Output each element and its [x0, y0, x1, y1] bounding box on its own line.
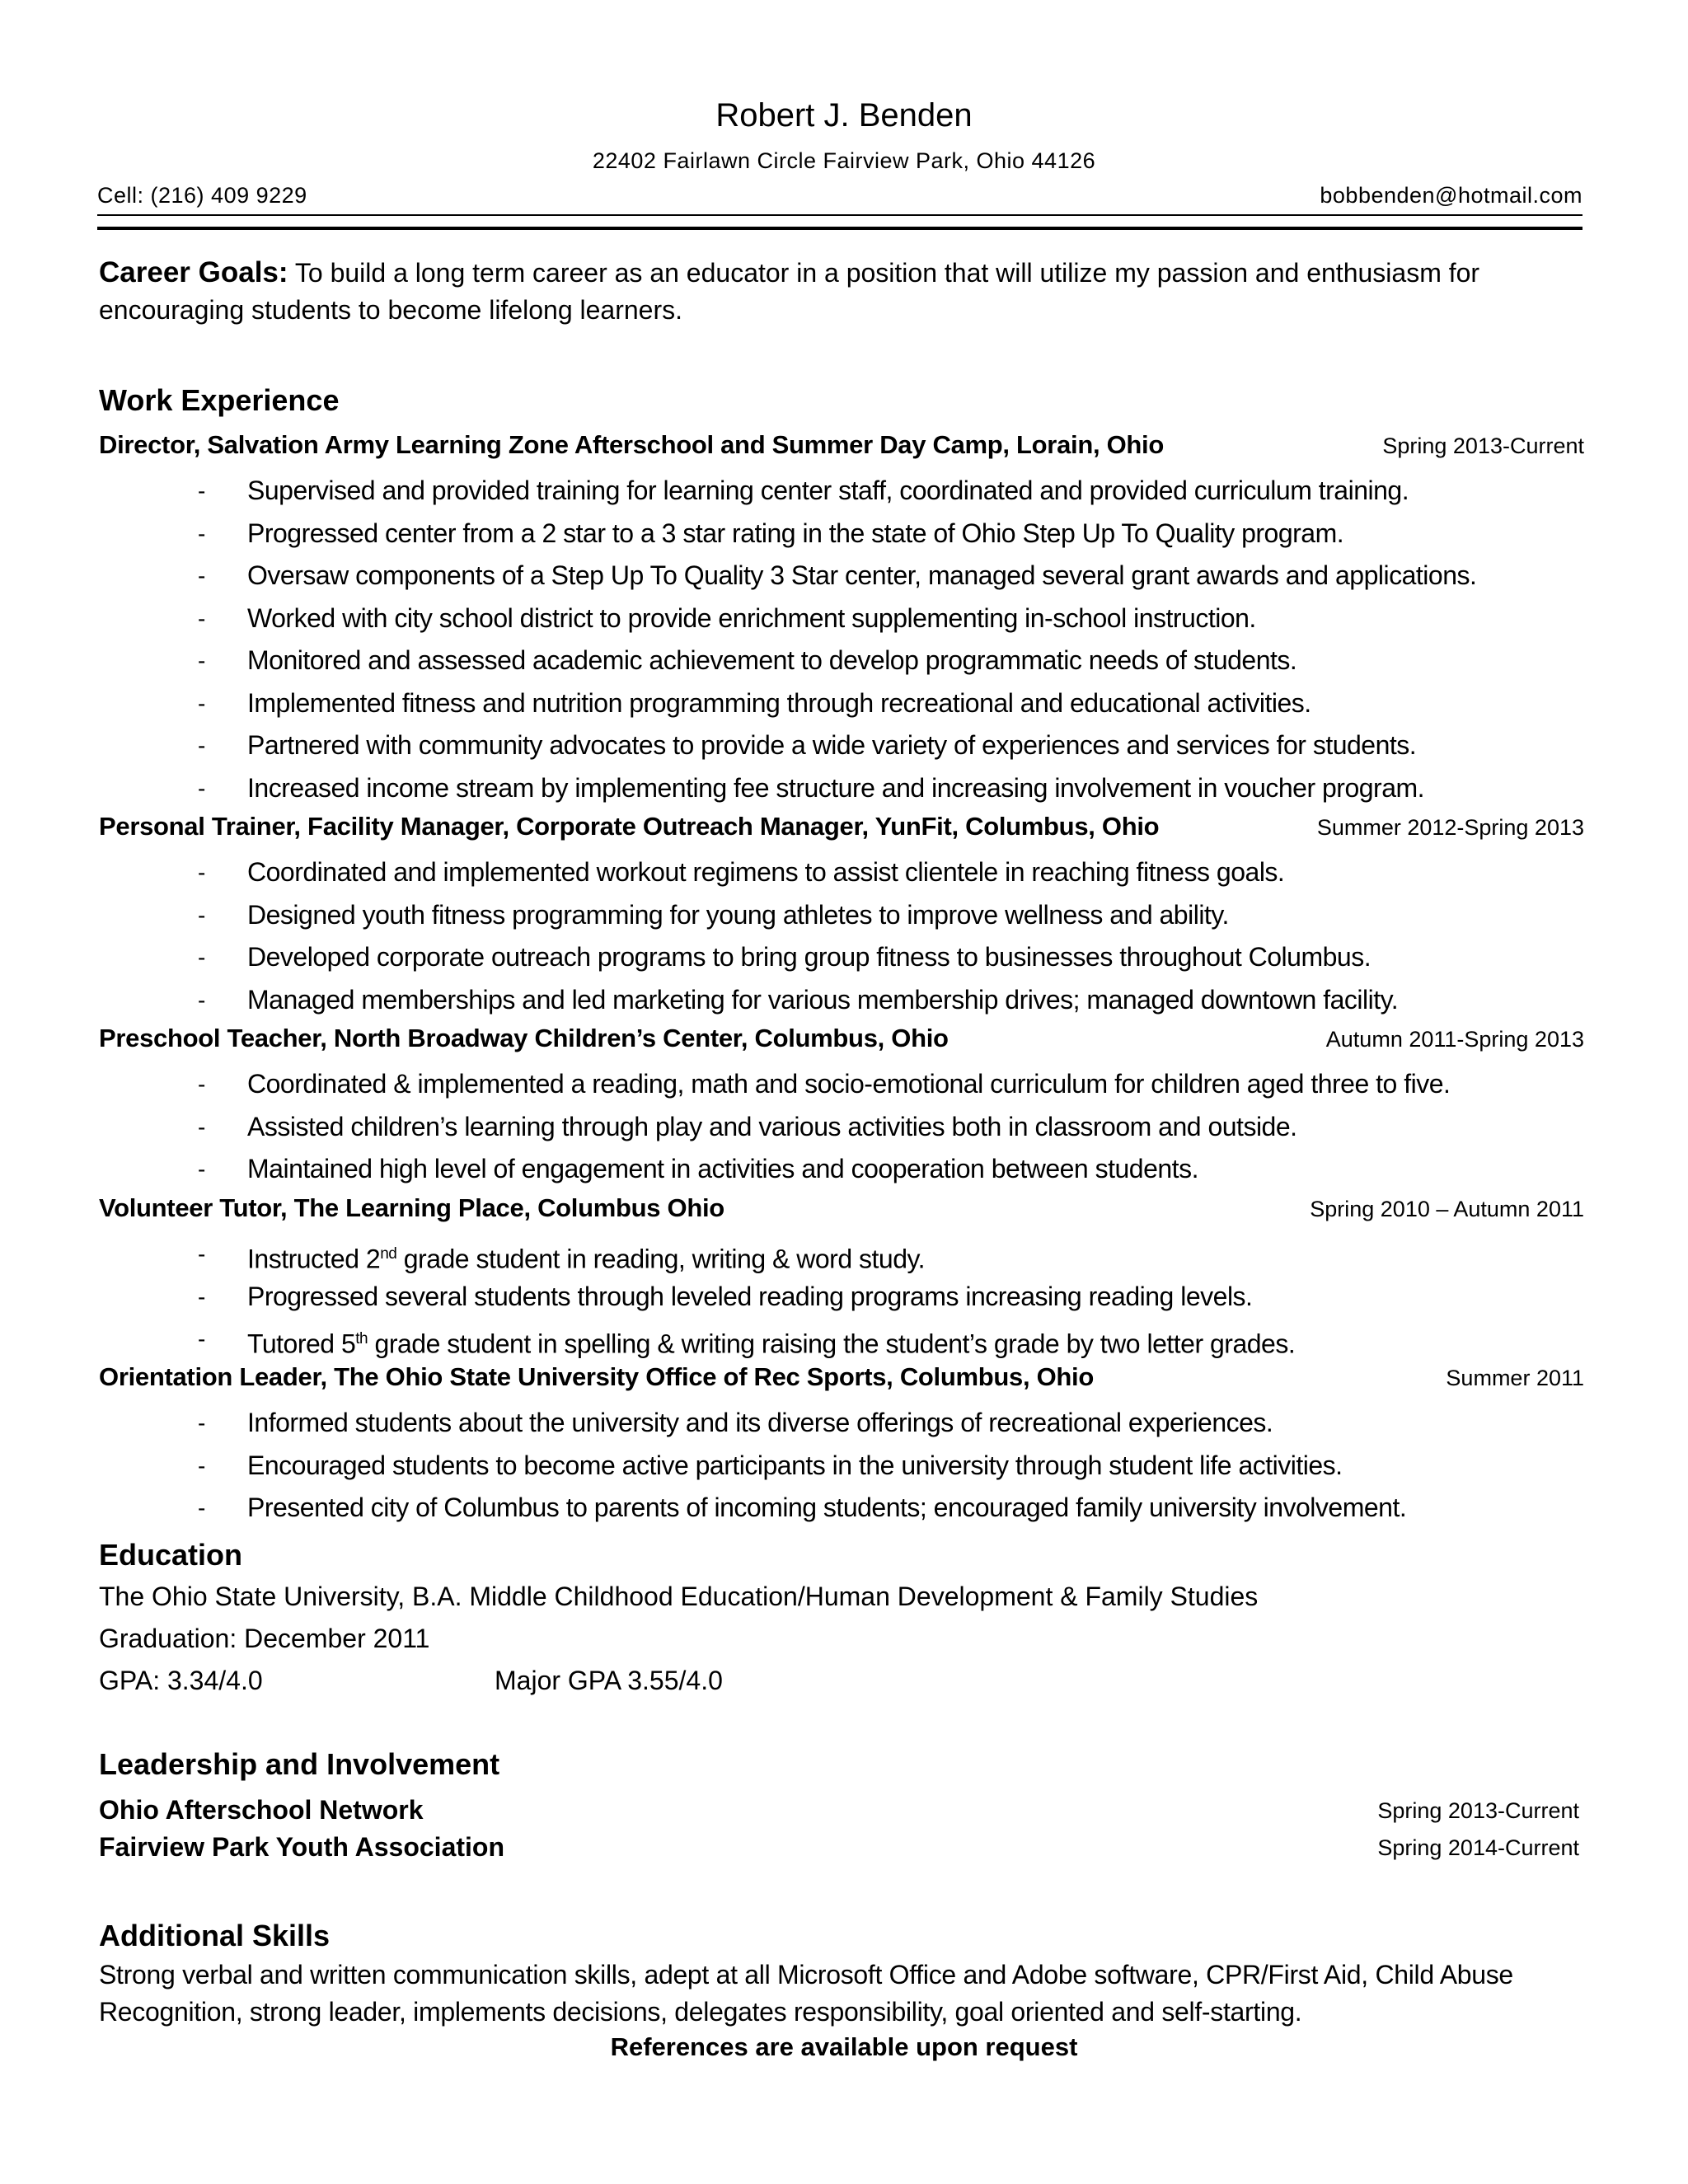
- job-entry-preschool-teacher: [99, 1024, 1584, 1191]
- skills-text: Strong verbal and written communication skills, adept at all Microsoft Office and Adobe software, CPR/First Aid, Child Abuse Recognition, strong leader, implements decisions, delegates responsibility, goal oriented and self-starting.: [99, 1960, 1513, 2027]
- bullet-dash: -: [198, 987, 205, 1013]
- bullet-dash: -: [198, 902, 205, 928]
- bullet-dash: -: [198, 1241, 205, 1267]
- list-item: [99, 767, 1584, 810]
- gpa-row: [99, 1660, 1500, 1702]
- job-title: Preschool Teacher, North Broadway Children’s Center, Columbus, Ohio: [99, 1024, 949, 1052]
- job-title: Director, Salvation Army Learning Zone Afterschool and Summer Day Camp, Lorain, Ohio: [99, 430, 1164, 459]
- list-item: [99, 555, 1584, 598]
- job-title: Orientation Leader, The Ohio State University Office of Rec Sports, Columbus, Ohio: [99, 1362, 1094, 1391]
- email: bobbenden@hotmail.com: [1320, 183, 1582, 208]
- job-dates: Spring 2010 – Autumn 2011: [1310, 1197, 1584, 1221]
- bullet-dash: -: [198, 1071, 205, 1097]
- job-dates: Autumn 2011-Spring 2013: [1325, 1027, 1584, 1052]
- bullet-dash: -: [198, 860, 205, 885]
- ordinal-suffix: th: [355, 1330, 368, 1347]
- bullet-dash: -: [198, 605, 205, 631]
- bullet-text: Coordinated & implemented a reading, math and socio-emotional curriculum for children aged three to five.: [247, 1069, 1451, 1099]
- list-item: [99, 640, 1584, 682]
- career-goals: [99, 254, 1591, 329]
- job-bullets: [99, 1233, 1584, 1361]
- list-item: [99, 1106, 1584, 1149]
- bullet-text-before: Instructed 2: [247, 1244, 381, 1274]
- job-title: Personal Trainer, Facility Manager, Corporate Outreach Manager, YunFit, Columbus, Ohio: [99, 812, 1160, 841]
- bullet-text: Maintained high level of engagement in activities and cooperation between students.: [247, 1154, 1198, 1183]
- bullet-text: Informed students about the university and its diverse offerings of recreational experiences.: [247, 1408, 1273, 1437]
- bullet-text: Designed youth fitness programming for young athletes to improve wellness and ability.: [247, 899, 1229, 930]
- bullet-dash: -: [198, 1410, 205, 1436]
- list-item: [99, 682, 1584, 725]
- bullet-dash: -: [198, 648, 205, 673]
- list-item: [99, 979, 1584, 1022]
- list-item: [99, 894, 1584, 937]
- header-divider-thick: [97, 227, 1582, 230]
- job-entry-volunteer-tutor: [99, 1193, 1584, 1361]
- bullet-text-after: grade student in spelling & writing raising the student’s grade by two letter grades.: [368, 1329, 1296, 1359]
- job-bullets: [99, 851, 1584, 1021]
- bullet-text-before: Tutored 5: [247, 1329, 356, 1359]
- list-item: [99, 1063, 1584, 1106]
- contact-row: [97, 183, 1582, 213]
- bullet-dash: -: [198, 1495, 205, 1521]
- job-entry-director: [99, 430, 1584, 809]
- leadership-dates: Spring 2013-Current: [1377, 1798, 1579, 1823]
- bullet-dash: -: [198, 944, 205, 970]
- education-section: [99, 1576, 1500, 1702]
- address: 22402 Fairlawn Circle Fairview Park, Ohio 44126: [592, 148, 1096, 173]
- bullet-dash: -: [198, 478, 205, 504]
- education-heading: Education: [99, 1538, 243, 1572]
- job-entry-orientation-leader: [99, 1362, 1584, 1530]
- job-bullets: [99, 470, 1584, 809]
- bullet-dash: -: [198, 563, 205, 588]
- education-graduation: Graduation: December 2011: [99, 1624, 430, 1653]
- bullet-text: Worked with city school district to provide enrichment supplementing in-school instruction.: [247, 602, 1256, 633]
- header-divider-thin: [97, 214, 1582, 216]
- leadership-org: Ohio Afterschool Network: [99, 1795, 424, 1825]
- list-item: [99, 1276, 1584, 1319]
- list-item: [99, 1445, 1584, 1488]
- bullet-text: Implemented fitness and nutrition programming through recreational and educational activities.: [247, 687, 1311, 718]
- bullet-dash: -: [198, 520, 205, 546]
- bullet-dash: -: [198, 1113, 205, 1140]
- job-bullets: [99, 1063, 1584, 1191]
- bullet-dash: -: [198, 775, 205, 801]
- cell-phone: Cell: (216) 409 9229: [97, 183, 307, 208]
- bullet-text: Monitored and assessed academic achievement to develop programmatic needs of students.: [247, 645, 1297, 675]
- bullet-dash: -: [198, 733, 205, 758]
- references-note: References are available upon request: [610, 2032, 1078, 2061]
- list-item: [99, 470, 1584, 513]
- job-dates: Summer 2011: [1446, 1366, 1584, 1390]
- ordinal-suffix: nd: [380, 1245, 397, 1263]
- bullet-text: Partnered with community advocates to provide a wide variety of experiences and services for students.: [247, 730, 1417, 760]
- leadership-item: [99, 1832, 1579, 1868]
- bullet-text: Progressed several students through leveled reading programs increasing reading levels.: [247, 1281, 1253, 1311]
- major-gpa: Major GPA 3.55/4.0: [495, 1666, 723, 1695]
- job-title-row: [99, 1362, 1584, 1402]
- bullet-dash: -: [198, 690, 205, 716]
- list-item: [99, 513, 1584, 555]
- list-item: [99, 851, 1584, 894]
- job-title-row: [99, 812, 1584, 851]
- bullet-text: Presented city of Columbus to parents of incoming students; encouraged family university involvement.: [247, 1493, 1407, 1522]
- bullet-text: Progressed center from a 2 star to a 3 star rating in the state of Ohio Step Up To Quality program.: [247, 518, 1344, 548]
- job-entry-personal-trainer: [99, 812, 1584, 1021]
- list-item: [99, 1148, 1584, 1191]
- leadership-dates: Spring 2014-Current: [1377, 1835, 1579, 1860]
- list-item: [99, 724, 1584, 767]
- job-dates: Summer 2012-Spring 2013: [1316, 815, 1584, 840]
- job-title: Volunteer Tutor, The Learning Place, Columbus Ohio: [99, 1193, 724, 1222]
- bullet-dash: -: [198, 1452, 205, 1479]
- gpa: GPA: 3.34/4.0: [99, 1666, 263, 1695]
- bullet-text: Increased income stream by implementing fee structure and increasing involvement in voucher program.: [247, 772, 1425, 803]
- bullet-dash: -: [198, 1156, 205, 1182]
- list-item: [99, 598, 1584, 640]
- list-item: [99, 936, 1584, 979]
- job-bullets: [99, 1402, 1584, 1530]
- leadership-item: [99, 1795, 1579, 1831]
- bullet-dash: -: [198, 1326, 205, 1352]
- bullet-text: Developed corporate outreach programs to bring group fitness to businesses throughout Columbus.: [247, 942, 1372, 972]
- career-goals-label: Career Goals:: [99, 256, 288, 288]
- bullet-text: Oversaw components of a Step Up To Quality 3 Star center, managed several grant awards and applications.: [247, 560, 1477, 590]
- bullet-text: Supervised and provided training for learning center staff, coordinated and provided curriculum training.: [247, 476, 1409, 505]
- list-item: [99, 1233, 1584, 1276]
- candidate-name: Robert J. Benden: [715, 97, 973, 134]
- leadership-org: Fairview Park Youth Association: [99, 1832, 504, 1862]
- work-experience-heading: Work Experience: [99, 383, 340, 417]
- job-title-row: [99, 1193, 1584, 1233]
- career-goals-text: To build a long term career as an educator in a position that will utilize my passion and enthusiasm for encouraging students to become lifelong learners.: [99, 258, 1480, 325]
- list-item: [99, 1402, 1584, 1445]
- education-degree: The Ohio State University, B.A. Middle Childhood Education/Human Development & Family Studies: [99, 1582, 1259, 1611]
- bullet-text: Coordinated and implemented workout regimens to assist clientele in reaching fitness goals.: [247, 857, 1285, 887]
- job-title-row: [99, 430, 1584, 470]
- bullet-text: Assisted children’s learning through play and various activities both in classroom and outside.: [247, 1111, 1297, 1141]
- list-item: [99, 1318, 1584, 1361]
- leadership-heading: Leadership and Involvement: [99, 1747, 500, 1781]
- bullet-dash: -: [198, 1283, 205, 1310]
- list-item: [99, 1487, 1584, 1530]
- job-title-row: [99, 1024, 1584, 1063]
- bullet-text: Encouraged students to become active participants in the university through student life activities.: [247, 1450, 1343, 1480]
- skills-heading: Additional Skills: [99, 1919, 331, 1952]
- bullet-text-after: grade student in reading, writing & word study.: [396, 1244, 925, 1274]
- bullet-text: Managed memberships and led marketing for various membership drives; managed downtown facility.: [247, 984, 1399, 1015]
- job-dates: Spring 2013-Current: [1382, 434, 1584, 458]
